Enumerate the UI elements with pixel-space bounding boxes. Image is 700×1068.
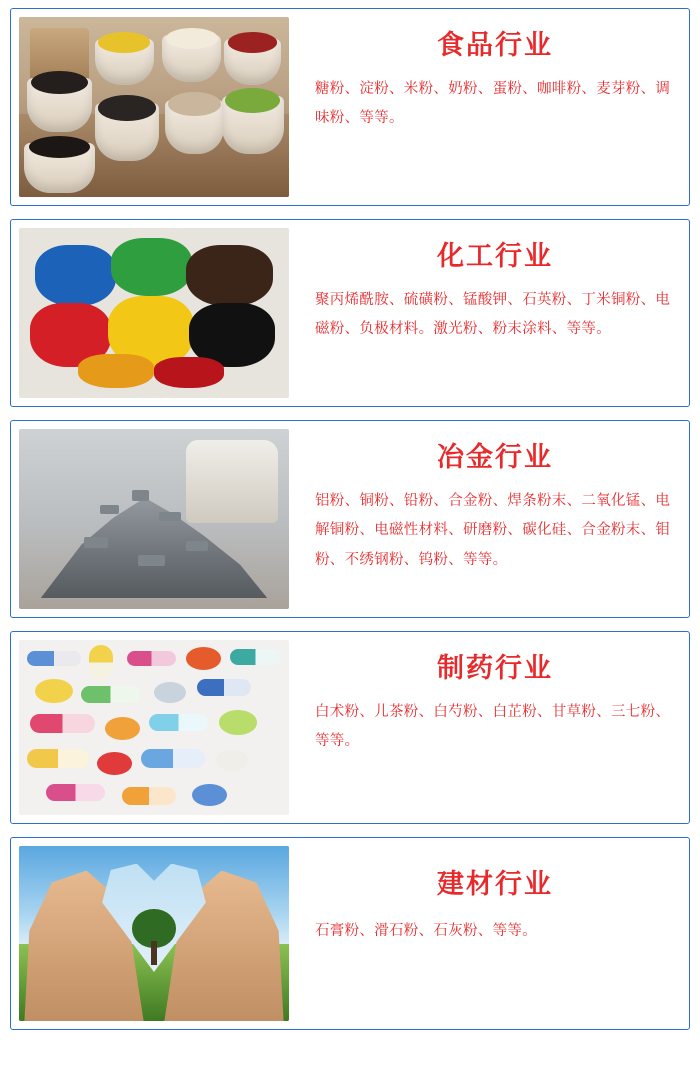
industry-title: 建材行业 (437, 869, 553, 899)
industry-card-metallurgy (10, 420, 690, 618)
industry-description: 白术粉、儿茶粉、白芍粉、白芷粉、甘草粉、三七粉、等等。 (315, 703, 671, 750)
industry-title: 食品行业 (437, 30, 553, 60)
industry-content-food (289, 17, 681, 140)
industry-description: 糖粉、淀粉、米粉、奶粉、蛋粉、咖啡粉、麦芽粉、调味粉、等等。 (315, 80, 671, 127)
industry-content-building-materials (289, 846, 681, 954)
industry-description: 聚丙烯酰胺、硫磺粉、锰酸钾、石英粉、丁米铜粉、电磁粉、负极材料。激光粉、粉末涂料、等等。 (315, 291, 671, 338)
industry-title: 冶金行业 (437, 442, 553, 472)
pills-and-capsules-photo (19, 640, 289, 815)
industry-description: 铝粉、铜粉、铅粉、合金粉、焊条粉末、二氧化锰、电解铜粉、电磁性材料、研磨粉、碳化硅、合金粉末、钼粉、不绣钢粉、钨粉、等等。 (315, 492, 671, 569)
industry-content-chemical (289, 228, 681, 351)
colored-plastic-granules-photo (19, 228, 289, 398)
industry-description: 石膏粉、滑石粉、石灰粉、等等。 (315, 922, 537, 939)
food-powders-in-bowls-photo (19, 17, 289, 197)
industry-card-pharmaceutical (10, 631, 690, 824)
industry-card-building-materials (10, 837, 690, 1030)
metal-scrap-pile-photo (19, 429, 289, 609)
industry-content-metallurgy (289, 429, 681, 582)
industry-card-food (10, 8, 690, 206)
industry-content-pharmaceutical (289, 640, 681, 763)
industry-title: 制药行业 (437, 653, 553, 683)
industry-card-chemical (10, 219, 690, 407)
hands-heart-tree-photo (19, 846, 289, 1021)
industry-title: 化工行业 (437, 241, 553, 271)
